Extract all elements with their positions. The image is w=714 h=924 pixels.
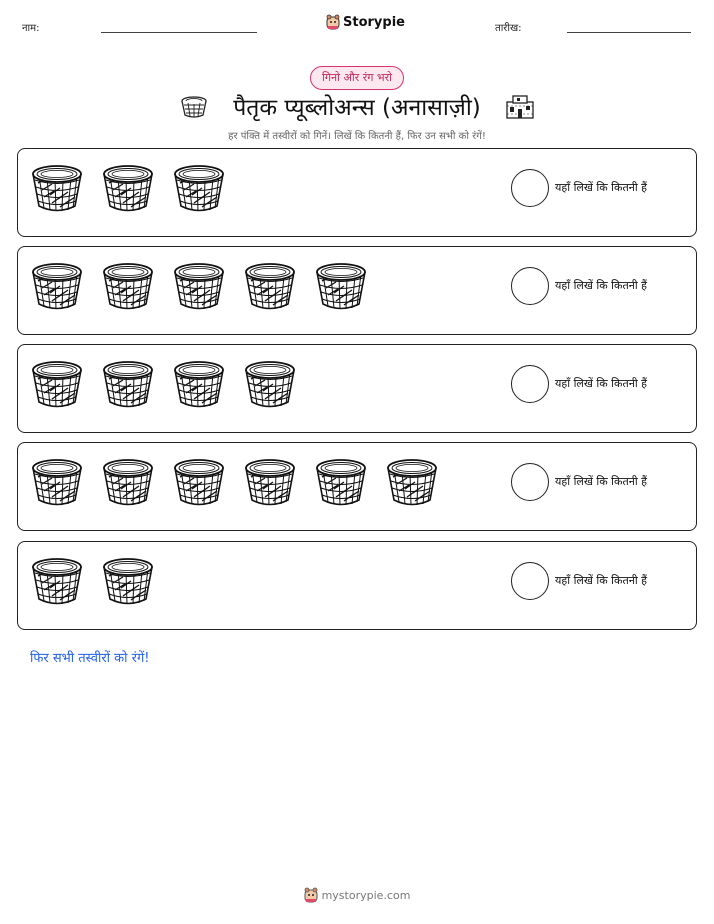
answer-circle[interactable] [511, 365, 549, 403]
name-label: नाम: [22, 23, 40, 34]
answer-label: यहाँ लिखें कि कितनी हैं [555, 279, 648, 292]
basket-icon[interactable] [30, 556, 84, 608]
answer-label: यहाँ लिखें कि कितनी हैं [555, 574, 648, 587]
brand-logo [326, 14, 405, 30]
brand-name: Storypie [343, 14, 405, 30]
basket-icon[interactable] [101, 457, 155, 509]
basket-icon[interactable] [101, 556, 155, 608]
date-line [567, 32, 691, 33]
storypie-mascot-icon [326, 14, 340, 30]
count-row-4 [17, 442, 697, 531]
basket-icon[interactable] [101, 261, 155, 313]
count-row-1 [17, 148, 697, 237]
basket-icon[interactable] [172, 457, 226, 509]
date-label: तारीख: [495, 23, 522, 34]
answer-circle[interactable] [511, 169, 549, 207]
pueblo-dwelling-icon [505, 94, 535, 120]
basket-icon[interactable] [172, 359, 226, 411]
instructions: हर पंक्ति में तस्वीरों को गिनें। लिखें कि कितनी हैं, फिर उन सभी को रंगें! [228, 131, 486, 142]
footer [0, 887, 714, 903]
answer-label: यहाँ लिखें कि कितनी हैं [555, 377, 648, 390]
basket-icon[interactable] [30, 261, 84, 313]
answer-circle[interactable] [511, 463, 549, 501]
basket-icon[interactable] [30, 457, 84, 509]
activity-badge: गिनो और रंग भरो [310, 66, 404, 90]
count-row-5 [17, 541, 697, 630]
basket-icon[interactable] [101, 163, 155, 215]
basket-icon[interactable] [30, 163, 84, 215]
basket-icon[interactable] [101, 359, 155, 411]
basket-icon[interactable] [314, 457, 368, 509]
footer-url[interactable]: mystorypie.com [321, 888, 411, 902]
answer-circle[interactable] [511, 562, 549, 600]
answer-circle[interactable] [511, 267, 549, 305]
basket-icon[interactable] [172, 163, 226, 215]
basket-icon[interactable] [172, 261, 226, 313]
name-line [101, 32, 257, 33]
basket-icon[interactable] [385, 457, 439, 509]
basket-icon[interactable] [243, 359, 297, 411]
count-row-2 [17, 246, 697, 335]
basket-icon[interactable] [243, 457, 297, 509]
answer-label: यहाँ लिखें कि कितनी हैं [555, 181, 648, 194]
basket-icon[interactable] [30, 359, 84, 411]
basket-icon[interactable] [314, 261, 368, 313]
answer-label: यहाँ लिखें कि कितनी हैं [555, 475, 648, 488]
footer-instruction: फिर सभी तस्वीरों को रंगें! [30, 651, 150, 666]
basket-icon[interactable] [243, 261, 297, 313]
page-title: पैतृक प्यूब्लोअन्स (अनासाज़ी) [233, 95, 481, 121]
count-row-3 [17, 344, 697, 433]
storypie-mascot-icon [304, 887, 318, 903]
